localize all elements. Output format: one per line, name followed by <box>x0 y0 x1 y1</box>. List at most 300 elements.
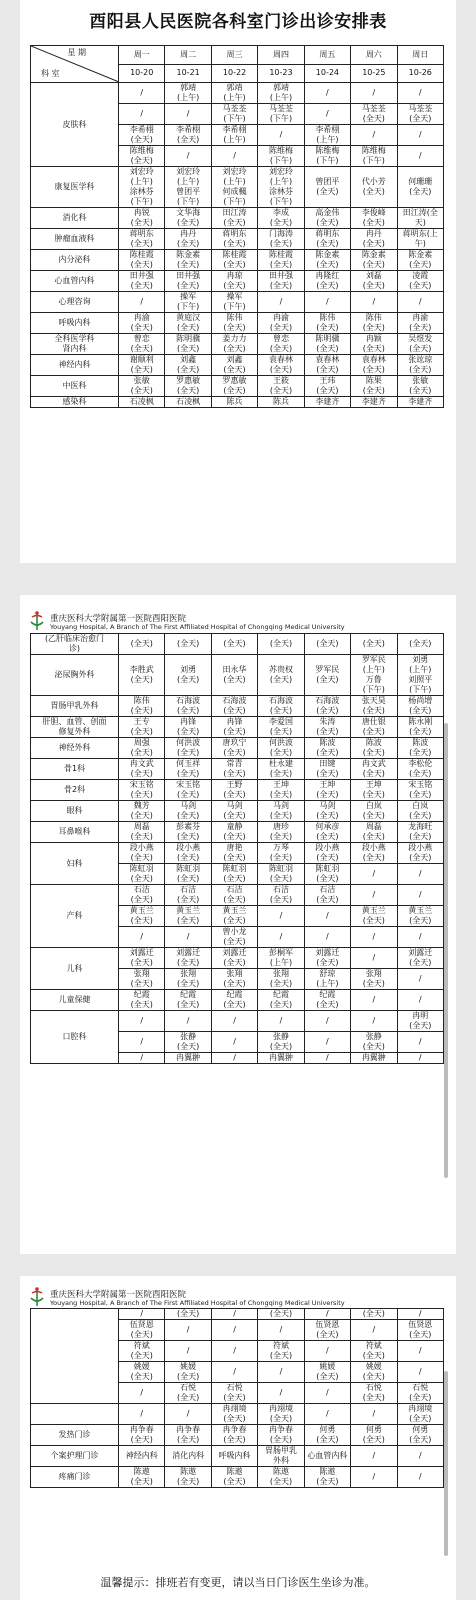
schedule-cell-text: (全天) <box>223 916 246 925</box>
schedule-cell-text: (全天) <box>316 706 339 715</box>
schedule-cell-text: (全天) <box>223 281 246 290</box>
schedule-cell-text: / <box>233 151 236 160</box>
schedule-cell-text: (全天) <box>362 832 385 841</box>
schedule-cell-text: 陈波 <box>365 738 382 747</box>
schedule-cell <box>397 738 443 759</box>
table-row <box>31 1404 444 1425</box>
schedule-cell-text: / <box>418 88 422 97</box>
schedule-cell-text: / <box>279 297 283 306</box>
schedule-cell-text: 杨尚增 <box>408 696 433 705</box>
schedule-cell-text: 冉文武 <box>129 759 154 768</box>
schedule-cell <box>211 927 257 948</box>
schedule-cell-text: 冉渝 <box>272 313 289 322</box>
schedule-cell-text: / <box>140 1037 144 1046</box>
schedule-cell-text: (全天) <box>409 811 432 820</box>
schedule-cell <box>304 1383 350 1404</box>
schedule-cell <box>211 759 257 780</box>
schedule-cell-text: (全天) <box>223 1435 246 1444</box>
schedule-cell-text: (全天) <box>269 853 293 862</box>
schedule-cell <box>304 104 350 125</box>
schedule-cell <box>165 397 211 408</box>
schedule-cell-text: (全天) <box>223 675 246 684</box>
schedule-cell-text: 段小燕 <box>361 843 386 852</box>
schedule-cell <box>119 1446 165 1467</box>
department-name: 内分泌科 <box>58 255 91 264</box>
weekday-header: 周一 <box>119 46 165 65</box>
schedule-cell-text: 陈伟 <box>319 313 336 322</box>
scrollbar[interactable] <box>444 1371 448 1556</box>
schedule-cell-text: (全天) <box>269 727 293 736</box>
schedule-cell-text: / <box>279 911 283 920</box>
schedule-cell-text: (全天) <box>362 811 385 820</box>
department-name: 妇科 <box>66 858 83 868</box>
schedule-cell-text: 刘露迁 <box>222 948 247 957</box>
schedule-cell-text: (全天) <box>316 386 339 395</box>
schedule-cell-text: 李希栩 <box>176 125 201 134</box>
schedule-cell-text: 冉丹 <box>180 229 197 238</box>
schedule-cell-text: 宋玉铭 <box>129 780 154 789</box>
schedule-cell <box>351 969 397 990</box>
schedule-cell <box>211 780 257 801</box>
table-row <box>31 167 444 208</box>
department-cell <box>31 271 119 292</box>
schedule-cell-text: 李建齐 <box>361 397 386 406</box>
schedule-cell <box>119 146 165 167</box>
schedule-cell-text: 陈伟 <box>365 313 382 322</box>
schedule-cell-text: / <box>279 1325 283 1334</box>
schedule-cell-text: 白岚 <box>412 801 429 810</box>
schedule-cell-text: (全天) <box>269 260 293 269</box>
schedule-cell-text: / <box>418 1367 422 1376</box>
schedule-cell <box>119 334 165 355</box>
schedule-cell-text: / <box>326 1409 329 1418</box>
schedule-cell <box>119 1425 165 1446</box>
schedule-cell <box>304 1467 350 1488</box>
schedule-cell-text: / <box>233 1325 236 1334</box>
schedule-cell <box>304 969 350 990</box>
schedule-cell <box>304 1446 350 1467</box>
schedule-cell-text: 代小芳 <box>361 177 386 186</box>
schedule-cell-text: 胃肠甲乳 <box>264 1446 297 1455</box>
schedule-cell <box>351 1362 397 1383</box>
table-row <box>31 1011 444 1032</box>
schedule-cell <box>165 271 211 292</box>
schedule-cell-text: (全天) <box>269 218 293 227</box>
schedule-cell <box>258 696 304 717</box>
schedule-cell-text: (全天) <box>409 323 432 332</box>
department-name: 呼吸内科 <box>58 318 91 327</box>
schedule-cell-text: 冉翊境 <box>222 1404 247 1413</box>
schedule-cell-text: (全天) <box>223 386 246 395</box>
table-row <box>31 801 444 822</box>
schedule-cell-text: 陈遨 <box>133 1467 150 1476</box>
schedule-cell <box>304 801 350 822</box>
schedule-cell-text: 刘鑫 <box>180 355 197 364</box>
schedule-cell <box>304 334 350 355</box>
department-cell <box>31 250 119 271</box>
schedule-cell <box>351 1425 397 1446</box>
schedule-cell-text: 伍贤恩 <box>315 1320 340 1329</box>
department-cell <box>31 1467 119 1488</box>
schedule-cell-text: 陈波 <box>319 738 336 747</box>
department-cell <box>31 397 119 408</box>
schedule-cell <box>258 759 304 780</box>
schedule-cell <box>119 1404 165 1425</box>
schedule-cell <box>351 1320 397 1341</box>
schedule-cell-text: / <box>326 1388 329 1397</box>
schedule-cell-text: (全天) <box>223 769 246 778</box>
schedule-cell-text: 杜永建 <box>268 759 293 768</box>
schedule-cell <box>351 250 397 271</box>
schedule-cell-text: (全天) <box>316 675 339 684</box>
schedule-cell-text: 冉丹 <box>365 229 382 238</box>
schedule-cell-text: 王坤 <box>365 780 382 789</box>
schedule-cell-text: (上午) <box>223 135 246 144</box>
schedule-cell <box>304 250 350 271</box>
schedule-cell-text: (全天) <box>130 344 153 353</box>
schedule-cell-text: (全天) <box>316 727 339 736</box>
schedule-cell-text: 袁春林 <box>361 355 386 364</box>
schedule-cell-text: (全天) <box>316 811 339 820</box>
schedule-cell-text: (全天) <box>177 853 200 862</box>
schedule-cell-text: 涂林芬 <box>268 187 293 196</box>
schedule-cell <box>165 355 211 376</box>
department-cell <box>31 376 119 397</box>
schedule-cell <box>165 250 211 271</box>
schedule-cell-text: (下午) <box>409 685 432 694</box>
schedule-cell <box>304 355 350 376</box>
schedule-cell <box>211 334 257 355</box>
schedule-cell-text: 陈桂霞 <box>222 250 247 259</box>
schedule-cell <box>397 1341 443 1362</box>
schedule-cell <box>165 376 211 397</box>
schedule-cell-text: / <box>326 1053 329 1062</box>
schedule-cell-text: 陈金素 <box>176 250 201 259</box>
schedule-cell-text: 陈波 <box>412 738 429 747</box>
schedule-cell <box>397 146 443 167</box>
schedule-cell-text: 冉翊境 <box>268 1404 293 1413</box>
schedule-cell-text: 李希栩 <box>129 125 154 134</box>
schedule-cell-text: (全天) <box>223 790 246 799</box>
schedule-cell <box>351 1446 397 1467</box>
schedule-cell <box>397 634 443 655</box>
schedule-cell <box>304 927 350 948</box>
schedule-cell <box>258 292 304 313</box>
schedule-cell <box>165 125 211 146</box>
schedule-cell-text: 冉争春 <box>129 1425 154 1434</box>
date-header: 10-25 <box>351 64 397 83</box>
table-row <box>31 655 444 696</box>
schedule-cell <box>304 1341 350 1362</box>
schedule-cell <box>165 990 211 1011</box>
schedule-cell-text: (全天) <box>316 344 339 353</box>
schedule-cell <box>119 292 165 313</box>
schedule-cell-text: 李俊峰 <box>361 208 386 217</box>
table-row <box>31 376 444 397</box>
schedule-cell-text: / <box>186 1409 190 1418</box>
page-gap <box>0 1254 476 1276</box>
schedule-cell-text: 李建齐 <box>408 397 433 406</box>
schedule-cell-text: 张敏 <box>412 376 429 385</box>
schedule-cell <box>119 250 165 271</box>
schedule-cell <box>258 397 304 408</box>
schedule-cell-text: / <box>279 130 283 139</box>
schedule-cell-text: 唐仕银 <box>361 717 386 726</box>
schedule-cell-text: 陈虹羽 <box>176 864 201 873</box>
schedule-cell-text: / <box>372 890 376 899</box>
schedule-cell-text: (全天) <box>130 979 153 988</box>
schedule-cell-text: (全天) <box>177 832 200 841</box>
hospital-name-en: Youyang Hospital, A Branch of The First Affiliated Hospital of Chongqing Medical University <box>50 1299 345 1307</box>
schedule-cell-text: / <box>233 1367 236 1376</box>
schedule-cell-text: 唐艳 <box>226 843 243 852</box>
schedule-cell-text: 李希栩 <box>315 125 340 134</box>
schedule-cell-text: 刘鑫 <box>226 355 243 364</box>
schedule-cell <box>211 717 257 738</box>
schedule-cell-text: (全天) <box>177 895 200 904</box>
schedule-cell-text: 冉争春 <box>268 1425 293 1434</box>
schedule-cell <box>165 843 211 864</box>
schedule-cell-text: 童静 <box>226 822 243 831</box>
schedule-cell-text: (全天) <box>130 218 153 227</box>
schedule-cell-text: 冉渝 <box>133 313 150 322</box>
schedule-cell-text: 高金伟 <box>315 208 340 217</box>
schedule-cell <box>165 1425 211 1446</box>
schedule-cell-text: 陈维梅 <box>268 146 293 155</box>
schedule-cell <box>397 104 443 125</box>
schedule-cell-text: (全天) <box>223 1414 246 1423</box>
schedule-cell <box>304 738 350 759</box>
schedule-cell-text: 神经内科 <box>125 1451 158 1460</box>
schedule-cell-text: 符斌 <box>272 1341 289 1350</box>
schedule-cell-text: (全天) <box>316 239 339 248</box>
schedule-cell <box>119 990 165 1011</box>
schedule-cell-text: 冉翊境 <box>408 1404 433 1413</box>
schedule-cell-text: 罗惠敏 <box>222 376 247 385</box>
schedule-cell-text: (全天) <box>409 344 432 353</box>
footer-note: 温馨提示：排班若有变更，请以当日门诊医生坐诊为准。 <box>100 1576 376 1589</box>
schedule-cell <box>304 759 350 780</box>
schedule-cell <box>397 376 443 397</box>
schedule-cell <box>119 948 165 969</box>
schedule-cell-text: 李松伦 <box>408 759 433 768</box>
schedule-cell-text: (全天) <box>362 386 385 395</box>
schedule-cell <box>165 801 211 822</box>
department-name: 诊) <box>68 644 81 653</box>
department-name: 肾内科 <box>62 344 87 353</box>
schedule-cell-text: 李成 <box>272 208 289 217</box>
schedule-cell-text: (全天) <box>362 727 385 736</box>
schedule-cell <box>165 334 211 355</box>
schedule-cell <box>165 948 211 969</box>
page-gap <box>0 563 476 595</box>
schedule-cell <box>397 355 443 376</box>
schedule-cell-text: 蒋明东(上 <box>402 229 438 238</box>
department-cell <box>31 634 119 655</box>
schedule-cell <box>397 229 443 250</box>
schedule-cell-text: 刘勇 <box>412 655 429 664</box>
department-cell <box>31 83 119 167</box>
schedule-cell-text: 纪霞 <box>180 990 197 999</box>
table-row <box>31 355 444 376</box>
schedule-cell <box>258 906 304 927</box>
schedule-cell <box>211 229 257 250</box>
schedule-cell-text: (全天) <box>177 365 200 374</box>
department-name: 中医科 <box>62 381 87 390</box>
schedule-cell-text: 曾恋 <box>133 334 150 343</box>
schedule-cell <box>119 1053 165 1064</box>
schedule-cell-text: 马剑 <box>226 801 243 810</box>
schedule-cell-text: 刘磊 <box>365 271 382 280</box>
schedule-cell-text: (全天) <box>269 790 293 799</box>
schedule-cell-text: (全天) <box>130 916 153 925</box>
schedule-cell <box>351 948 397 969</box>
schedule-cell-text: / <box>326 932 329 941</box>
schedule-cell <box>304 229 350 250</box>
schedule-cell-text: 王筱 <box>272 376 289 385</box>
schedule-cell-text: (全天) <box>362 853 385 862</box>
schedule-cell <box>165 313 211 334</box>
schedule-cell-text: (全天) <box>177 639 200 648</box>
schedule-cell-text: 石凌枫 <box>129 397 154 406</box>
schedule-cell <box>351 1341 397 1362</box>
schedule-cell <box>304 1404 350 1425</box>
schedule-cell-text: 王坤 <box>272 780 289 789</box>
schedule-cell-text: (全天) <box>409 958 432 967</box>
schedule-cell <box>258 146 304 167</box>
schedule-cell-text: / <box>186 1325 190 1334</box>
schedule-cell <box>304 864 350 885</box>
schedule-cell-text: / <box>326 1037 329 1046</box>
schedule-cell <box>397 655 443 696</box>
schedule-cell-text: / <box>372 88 376 97</box>
schedule-cell-text: 纪霞 <box>226 990 243 999</box>
department-name: 骨1科 <box>63 764 86 773</box>
department-cell <box>31 696 119 717</box>
schedule-cell <box>211 208 257 229</box>
schedule-cell <box>211 1032 257 1053</box>
schedule-cell <box>211 83 257 104</box>
schedule-cell <box>351 885 397 906</box>
schedule-cell-text: 刘宏玲 <box>176 167 201 176</box>
schedule-cell-text: 刘露迁 <box>176 948 201 957</box>
schedule-cell <box>351 334 397 355</box>
schedule-cell <box>211 634 257 655</box>
schedule-cell <box>258 717 304 738</box>
schedule-cell <box>397 969 443 990</box>
schedule-cell-text: (全天) <box>130 706 153 715</box>
schedule-cell-text: (全天) <box>362 748 385 757</box>
department-name: 心血管内科 <box>54 276 95 285</box>
schedule-cell-text: (全天) <box>130 958 153 967</box>
schedule-cell <box>397 208 443 229</box>
schedule-cell-text: 何洪波 <box>176 738 201 747</box>
schedule-cell-text: / <box>372 953 376 962</box>
weekday-header: 周六 <box>351 46 397 65</box>
schedule-cell-text: 李希栩 <box>222 125 247 134</box>
schedule-cell-text: (全天) <box>316 323 339 332</box>
schedule-cell-text: (全天) <box>223 874 246 883</box>
department-name: 全科医学科 <box>54 334 95 343</box>
schedule-cell-text: 张竑琼 <box>408 355 433 364</box>
schedule-cell-text: 陈虹羽 <box>222 864 247 873</box>
schedule-cell-text: (全天) <box>130 1372 153 1381</box>
schedule-cell <box>258 167 304 208</box>
schedule-cell-text: / <box>418 1309 422 1318</box>
schedule-cell-text: (上午) <box>269 177 293 186</box>
schedule-cell-text: (全天) <box>409 748 432 757</box>
schedule-cell-text: / <box>140 1053 144 1062</box>
schedule-cell-text: (全天) <box>316 260 339 269</box>
schedule-cell <box>119 271 165 292</box>
department-name: 神经内科 <box>58 360 91 369</box>
schedule-cell <box>397 1053 443 1064</box>
schedule-cell <box>397 801 443 822</box>
schedule-cell-text: 刘露迁 <box>129 948 154 957</box>
schedule-cell-text: (上午) <box>177 93 200 102</box>
schedule-cell <box>258 738 304 759</box>
schedule-cell-text: 符斌 <box>133 1341 150 1350</box>
department-name: 骨2科 <box>63 785 86 794</box>
schedule-cell-text: 陈永刚 <box>408 717 433 726</box>
schedule-cell <box>397 780 443 801</box>
schedule-cell <box>119 717 165 738</box>
department-name: 消化科 <box>62 213 87 222</box>
schedule-cell-text: (全天) <box>130 832 153 841</box>
schedule-cell-text: (全天) <box>362 260 385 269</box>
schedule-cell <box>258 1425 304 1446</box>
date-header: 10-23 <box>258 64 304 83</box>
schedule-cell-text: (全天) <box>130 790 153 799</box>
schedule-cell-text: (全天) <box>362 1372 385 1381</box>
schedule-cell <box>397 1425 443 1446</box>
schedule-cell <box>351 376 397 397</box>
schedule-cell-text: (全天) <box>223 218 246 227</box>
schedule-cell-text: 曾团平 <box>176 187 201 196</box>
schedule-cell-text: 姚媛 <box>319 1362 336 1371</box>
schedule-cell <box>211 104 257 125</box>
schedule-cell-text: (下午) <box>223 302 246 311</box>
department-cell <box>31 1446 119 1467</box>
department-name: 修复外科 <box>58 727 91 736</box>
schedule-cell-text: (全天) <box>130 386 153 395</box>
schedule-cell-text: 石海波 <box>222 696 247 705</box>
department-cell <box>31 292 119 313</box>
schedule-cell-text: / <box>326 297 329 306</box>
schedule-cell <box>304 948 350 969</box>
schedule-cell-text: (全天) <box>316 1330 339 1339</box>
schedule-cell <box>211 696 257 717</box>
schedule-cell-text: (全天) <box>362 706 385 715</box>
schedule-cell-text: (全天) <box>223 1393 246 1402</box>
schedule-cell-text: (全天) <box>362 1435 385 1444</box>
schedule-cell <box>397 334 443 355</box>
schedule-cell <box>119 738 165 759</box>
schedule-cell-text: (全天) <box>269 281 293 290</box>
schedule-cell-text: (全天) <box>223 811 246 820</box>
department-name: 心理咨询 <box>58 297 91 306</box>
schedule-cell <box>119 634 165 655</box>
schedule-cell-text: (全天) <box>269 1351 293 1360</box>
schedule-cell-text: (全天) <box>316 1477 339 1486</box>
schedule-cell-text: (上午) <box>409 665 432 674</box>
schedule-cell <box>258 355 304 376</box>
schedule-cell-text: (全天) <box>177 769 200 778</box>
scrollbar[interactable] <box>444 723 448 1178</box>
schedule-cell <box>304 655 350 696</box>
table-row <box>31 634 444 655</box>
schedule-cell <box>165 717 211 738</box>
